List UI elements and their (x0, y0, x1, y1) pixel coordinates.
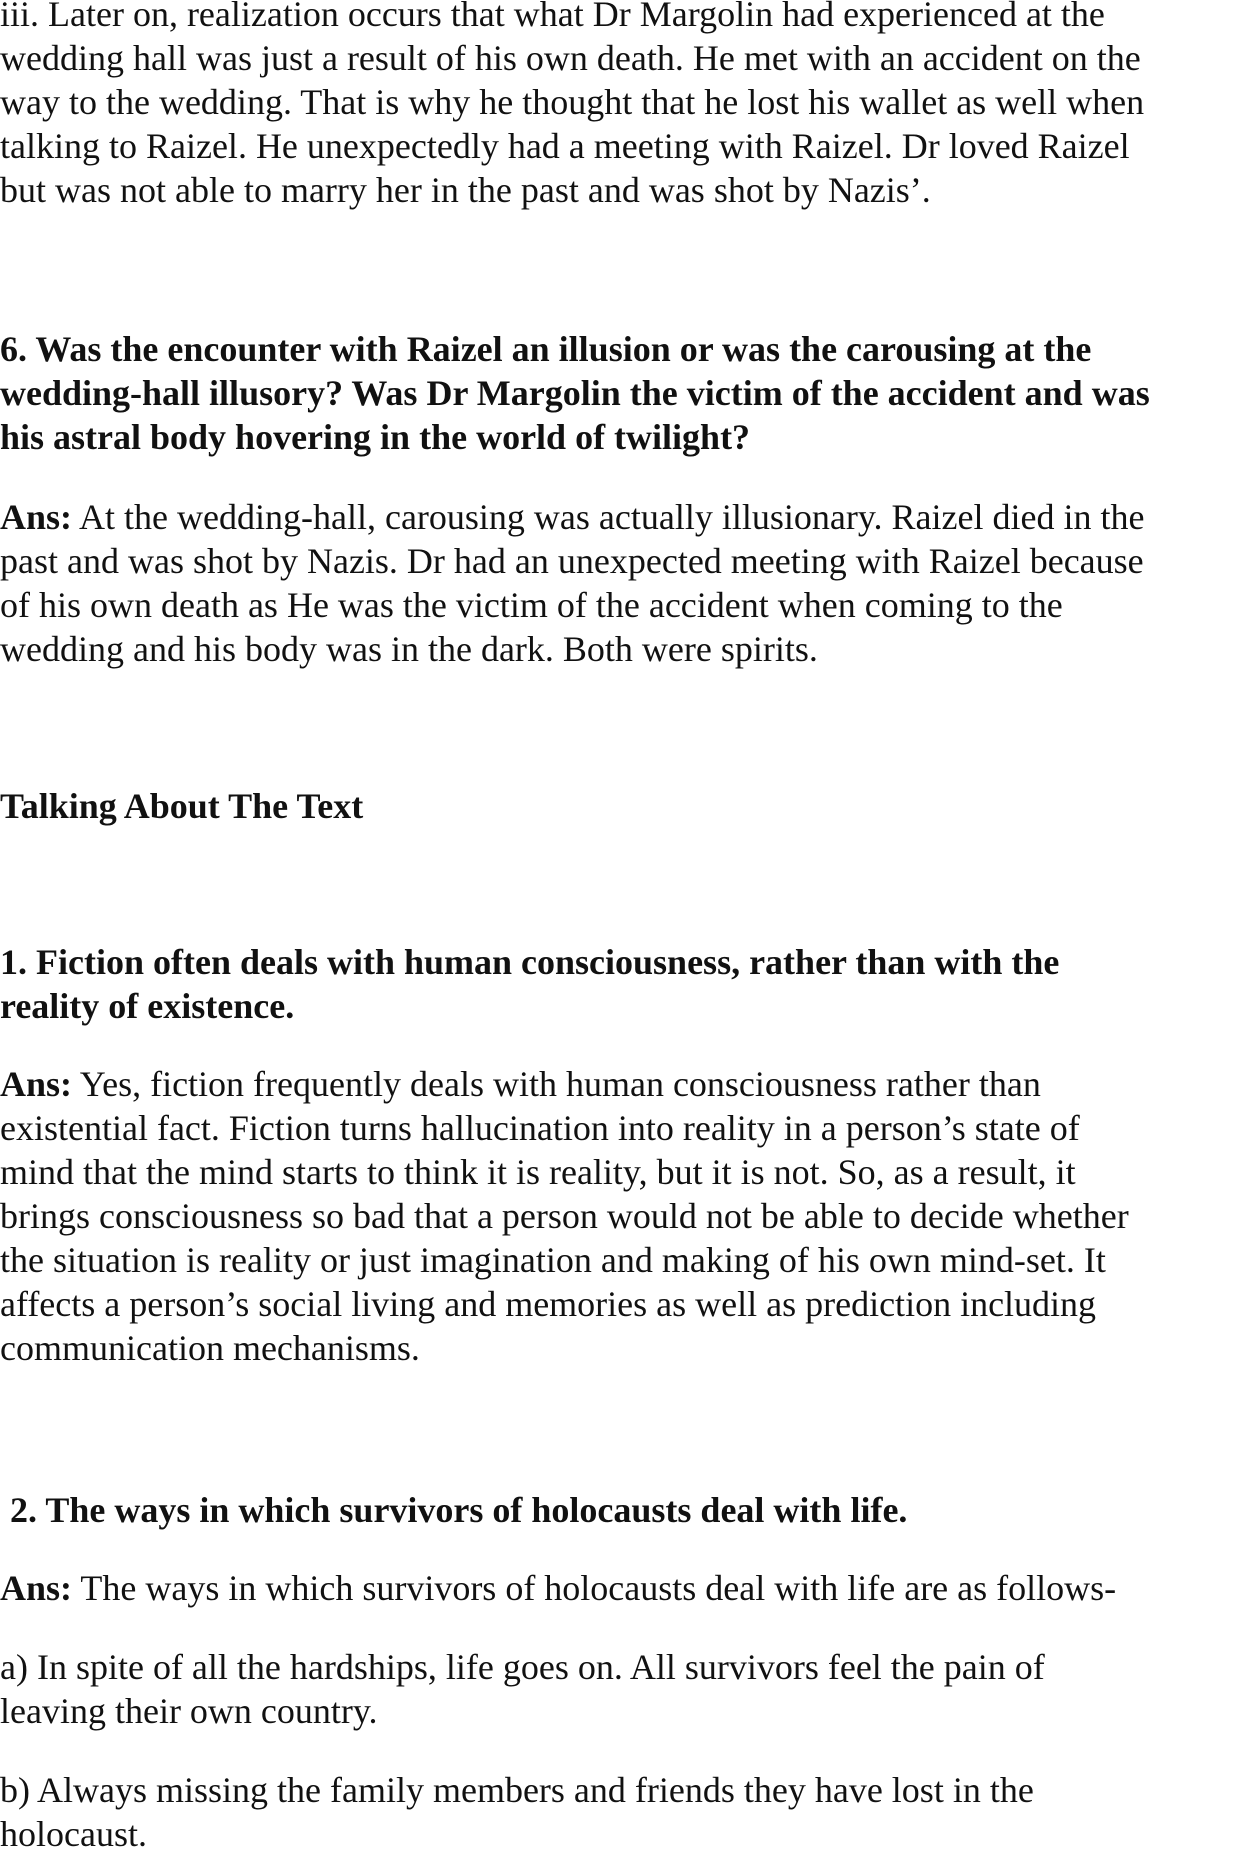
list-item: a) In spite of all the hardships, life goes on. All survivors feel the pain of (0, 1647, 1045, 1687)
question-heading: 6. Was the encounter with Raizel an illusion or was the carousing at the (0, 329, 1092, 369)
question-heading: wedding-hall illusory? Was Dr Margolin the victim of the accident and was (0, 373, 1150, 413)
question-heading: his astral body hovering in the world of twilight? (0, 417, 751, 457)
answer-line: affects a person’s social living and memories as well as prediction including (0, 1284, 1097, 1324)
answer-label: Ans: (0, 1568, 73, 1608)
list-item: b) Always missing the family members and friends they have lost in the (0, 1770, 1034, 1810)
answer-line: brings consciousness so bad that a person would not be able to decide whether (0, 1196, 1129, 1236)
answer-label: Ans: (0, 497, 73, 537)
paragraph-line: wedding hall was just a result of his own death. He met with an accident on the (0, 38, 1141, 78)
answer-line: communication mechanisms. (0, 1328, 420, 1368)
paragraph-line: iii. Later on, realization occurs that what Dr Margolin had experienced at the (0, 0, 1105, 34)
answer-line: past and was shot by Nazis. Dr had an unexpected meeting with Raizel because (0, 541, 1144, 581)
answer-line (0, 495, 1144, 539)
answer-text: At the wedding-hall, carousing was actually illusionary. Raizel died in the (72, 497, 1145, 537)
answer-line (0, 1062, 1041, 1106)
paragraph-line: talking to Raizel. He unexpectedly had a meeting with Raizel. Dr loved Raizel (0, 126, 1130, 166)
answer-text: The ways in which survivors of holocausts deal with life are as follows- (72, 1568, 1117, 1608)
answer-line: of his own death as He was the victim of the accident when coming to the (0, 585, 1063, 625)
answer-label: Ans: (0, 1064, 73, 1104)
paragraph-line: but was not able to marry her in the past and was shot by Nazis’. (0, 170, 931, 210)
paragraph-line: way to the wedding. That is why he thought that he lost his wallet as well when (0, 82, 1145, 122)
answer-line: the situation is reality or just imagination and making of his own mind-set. It (0, 1240, 1106, 1280)
question-heading: reality of existence. (0, 986, 295, 1026)
answer-text: Yes, fiction frequently deals with human consciousness rather than (72, 1064, 1041, 1104)
list-item: holocaust. (0, 1814, 147, 1854)
answer-line: wedding and his body was in the dark. Both were spirits. (0, 629, 818, 669)
question-heading: 1. Fiction often deals with human consciousness, rather than with the (0, 942, 1060, 982)
answer-line: mind that the mind starts to think it is reality, but it is not. So, as a result, it (0, 1152, 1076, 1192)
question-heading: 2. The ways in which survivors of holocausts deal with life. (10, 1490, 908, 1530)
answer-line (0, 1566, 1116, 1610)
list-item: leaving their own country. (0, 1691, 378, 1731)
answer-line: existential fact. Fiction turns hallucination into reality in a person’s state of (0, 1108, 1080, 1148)
section-heading: Talking About The Text (0, 786, 364, 826)
